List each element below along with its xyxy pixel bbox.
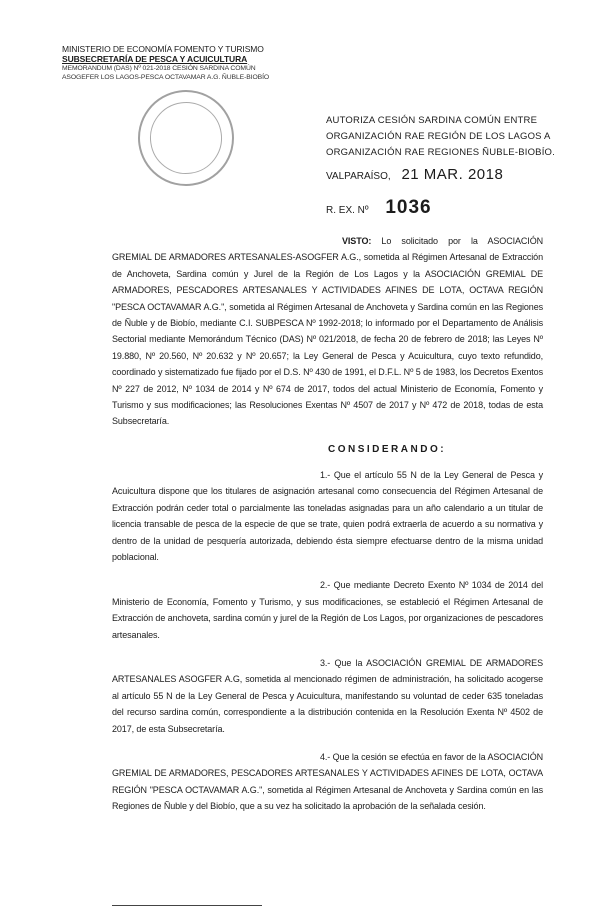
resolution-date: 21 MAR. 2018 xyxy=(401,166,504,183)
visto-paragraph xyxy=(112,233,543,430)
considerando-item-2: 2.- Que mediante Decreto Exento Nº 1034 de 2014 del Ministerio de Economía, Fomento y Turismo, y sus modificaciones, se estableció el Régimen Artesanal de Extracción de anchoveta, sardina común y jurel de la Región de Los Lagos, por organizaciones de pescadores artesanales. xyxy=(112,580,543,640)
considerando-item-3: 3.- Que la ASOCIACIÓN GREMIAL DE ARMADORES ARTESANALES ASOGFER A.G, sometida al mencionado régimen de administración, ha solicitado acogerse al artículo 55 N de la Ley General de Pesca y Acuicultura, manifestando su voluntad de ceder 635 toneladas del recurso sardina común, correspondiente a la distribución contenida en la Resolución Exenta Nº 4502 de 2017, de esta Subsecretaría. xyxy=(112,657,543,734)
visto-lead: VISTO: xyxy=(342,236,372,246)
subject-block xyxy=(326,113,566,161)
subject-line-2: ORGANIZACIÓN RAE REGIÓN DE LOS LAGOS A xyxy=(326,131,551,142)
resolution-number-block xyxy=(326,197,432,219)
resolution-number: 1036 xyxy=(385,197,432,218)
visto-text: Lo solicitado por la ASOCIACIÓN GREMIAL DE ARMADORES ARTESANALES-ASOGFER A.G., sometida al Régimen Artesanal de Extracción de Anchoveta, Sardina común y Jurel de la Región de Los Lagos y la ASOCIACIÓN GREMIAL DE ARMADORES, PESCADORES ARTESANALES Y ACTIVIDADES AFINES DE LOTA, OCTAVA REGIÓN "PESCA OCTAVAMAR A.G.", sometida al Régimen Artesanal de Anchoveta y Sardina común en las Regiones de Ñuble y de Biobío, mediante C.I. SUBPESCA Nº 1992-2018; lo informado por el Departamento de Análisis Sectorial mediante Memorándum Técnico (DAS) Nº 021/2018, de fecha 20 de febrero de 2018; las Leyes Nº 19.880, Nº 20.560, Nº 20.632 y Nº 20.657; la Ley General de Pesca y Acuicultura, cuyo texto refundido, coordinado y sistematizado fue fijado por el D.S. Nº 430 de 1991, el D.F.L. Nº 5 de 1983, los Decretos Exentos Nº 227 de 2012, Nº 1034 de 2014 y Nº 674 de 2017, todos del actual Ministerio de Economía, Fomento y Turismo y sus modificaciones; las Resoluciones Exentas Nº 4507 de 2017 y Nº 472 de 2018, todas de esta Subsecretaría. xyxy=(112,236,543,427)
reference-line-2: ASOGEFER LOS LAGOS-PESCA OCTAVAMAR A.G. ÑUBLE-BIOBÍO xyxy=(62,74,270,81)
subject-line-3: ORGANIZACIÓN RAE REGIONES ÑUBLE-BIOBÍO. xyxy=(326,147,555,158)
considerando-item-4: 4.- Que la cesión se efectúa en favor de la ASOCIACIÓN GREMIAL DE ARMADORES, PESCADORES ARTESANALES Y ACTIVIDADES AFINES DE LOTA, OCTAVA REGIÓN "PESCA OCTAVAMAR A.G.", sometida al Régimen Artesanal de Anchoveta y Sardina común en las Regiones de Ñuble y del Biobío, que a su vez ha solicitado la aprobación de la señalada cesión. xyxy=(112,751,543,812)
considerando-heading: CONSIDERANDO: xyxy=(328,443,447,455)
considerando-item-1: 1.- Que el artículo 55 N de la Ley General de Pesca y Acuicultura dispone que los titulares de asignación artesanal como consecuencia del Régimen Artesanal de Extracción podrán ceder total o parcialmente las toneladas asignadas para un año calendario a un titular de licencia transable de pesca de la especie de que se trate, quien podrá extraerla de acuerdo a su normativa y dentro de la unidad de pesquería autorizada, debiendo ésta siempre efectuarse dentro de la misma unidad poblacional. xyxy=(112,469,543,562)
subject-line-1: AUTORIZA CESIÓN SARDINA COMÚN ENTRE xyxy=(326,115,538,126)
place-date xyxy=(326,166,503,183)
place-city: VALPARAÍSO, xyxy=(326,171,391,182)
document-body xyxy=(112,233,543,815)
letterhead xyxy=(62,44,312,82)
reference-line-1: MEMORANDUM (DAS) Nº 021-2018 CESIÓN SARDINA COMÚN xyxy=(62,65,256,72)
resolution-label: R. EX. Nº xyxy=(326,205,369,216)
office-seal-stamp-icon xyxy=(132,84,240,192)
ministry-name: MINISTERIO DE ECONOMÍA FOMENTO Y TURISMO xyxy=(62,44,264,54)
footnote-divider xyxy=(112,905,262,906)
subsecretaria-name: SUBSECRETARÍA DE PESCA Y ACUICULTURA xyxy=(62,54,248,64)
